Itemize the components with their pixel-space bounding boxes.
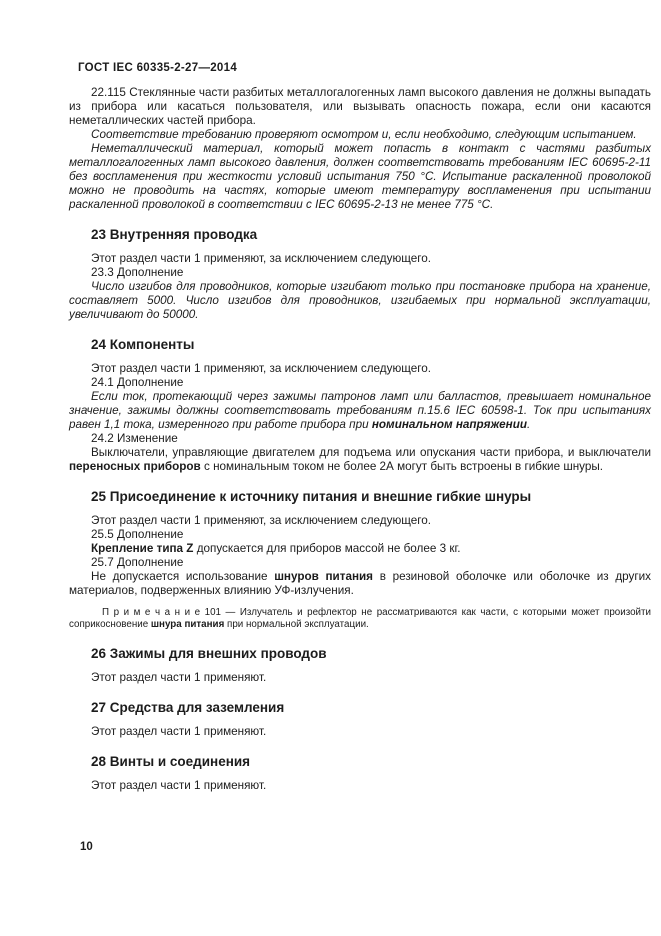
text-run: Этот раздел части 1 применяют, за исключением следующего. [91,514,431,527]
paragraph [69,128,651,142]
text-run: Неметаллический материал, который может попасть в контакт с частями разбитых металлогалогенных ламп высокого давления, должен соответствовать требованиям IEC 60695-2-11 без воспламенения при жесткости условий испытания 750 °С. Испытание раскаленной проволокой можно не проводить на частях, которые имеют температуру воспламенения при испытании раскаленной проволокой в соответствии с IEC 60695-2-13 не менее 775 °С. [69,142,651,211]
text-run: 28 Винты и соединения [91,754,251,769]
text-run: Этот раздел части 1 применяют. [91,725,267,738]
paragraph [69,528,651,542]
paragraph [69,390,651,432]
text-run: 24.2 Изменение [91,432,178,445]
paragraph [69,514,651,528]
document-content [69,86,651,793]
paragraph [69,556,651,570]
text-run: Этот раздел части 1 применяют, за исключением следующего. [91,252,431,265]
note-paragraph [69,607,651,631]
text-run: Этот раздел части 1 применяют, за исключением следующего. [91,362,431,375]
text-run: 25.7 Дополнение [91,556,184,569]
text-run: 26 Зажимы для внешних проводов [91,646,327,661]
paragraph [69,779,651,793]
paragraph [69,376,651,390]
paragraph [69,432,651,446]
text-run: с номинальным током не более 2А могут быть встроены в гибкие шнуры. [200,460,604,473]
paragraph [69,142,651,212]
text-run: Не допускается использование [91,570,275,583]
text-run: Соответствие требованию проверяют осмотром и, если необходимо, следующим испытанием. [91,128,637,141]
text-run: в резиновой оболочке или оболочке из других материалов, подверженных влиянию УФ-излучения. [69,570,651,597]
paragraph [69,671,651,685]
text-run: Выключатели, управляющие двигателем для подъема или опускания части прибора, и выключатели [91,446,651,459]
text-run: Если ток, протекающий через зажимы патронов ламп или балластов, превышает номинальное значение, зажимы должны соответствовать требованиям п.15.6 IEC 60598-1. Ток при испытаниях равен 1,1 тока, измеренного при работе прибора при [69,390,651,431]
paragraph [69,266,651,280]
text-run: 25 Присоединение к источнику питания и внешние гибкие шнуры [91,489,532,504]
text-run: 23 Внутренняя проводка [91,227,258,242]
text-run: 25.5 Дополнение [91,528,184,541]
text-run: Этот раздел части 1 применяют. [91,671,267,684]
text-run: Этот раздел части 1 применяют. [91,779,267,792]
page-number: 10 [80,841,93,853]
section-heading [69,645,651,662]
text-run: 24 Компоненты [91,337,195,352]
text-run: 22.115 Стеклянные части разбитых металлогалогенных ламп высокого давления не должны выпадать из прибора или касаться пользователя, или вызывать опасность пожара, если они касаются неметаллических частей прибора. [69,86,651,127]
text-run: шнуров питания [274,570,374,583]
paragraph [69,362,651,376]
paragraph [69,725,651,739]
text-run: . [527,418,531,431]
paragraph [69,446,651,474]
text-run: 24.1 Дополнение [91,376,184,389]
text-run: шнура питания [150,619,225,630]
section-heading [69,226,651,243]
section-heading [69,699,651,716]
text-run: П р и м е ч а н и е 101 — Излучатель и рефлектор не рассматриваются как части, с которыми может произойти соприкосновение [69,607,651,630]
section-heading [69,488,651,505]
section-heading [69,336,651,353]
text-run: при нормальной эксплуатации. [224,619,369,630]
text-run: допускается для приборов массой не более 3 кг. [193,542,461,555]
paragraph [69,86,651,128]
paragraph [69,280,651,322]
text-run: Число изгибов для проводников, которые изгибают только при постановке прибора на хранение, составляет 5000. Число изгибов для проводников, изгибаемых при нормальной эксплуатации, увеличивают до 50000. [69,280,651,321]
text-run: переносных приборов [69,460,201,473]
text-run: 27 Средства для заземления [91,700,285,715]
page-header-standard-number: ГОСТ IEC 60335-2-27—2014 [78,62,238,74]
paragraph [69,542,651,556]
text-run: Крепление типа Z [91,542,194,555]
text-run: 23.3 Дополнение [91,266,184,279]
section-heading [69,753,651,770]
paragraph [69,570,651,598]
text-run: номинальном напряжении [371,418,528,431]
paragraph [69,252,651,266]
